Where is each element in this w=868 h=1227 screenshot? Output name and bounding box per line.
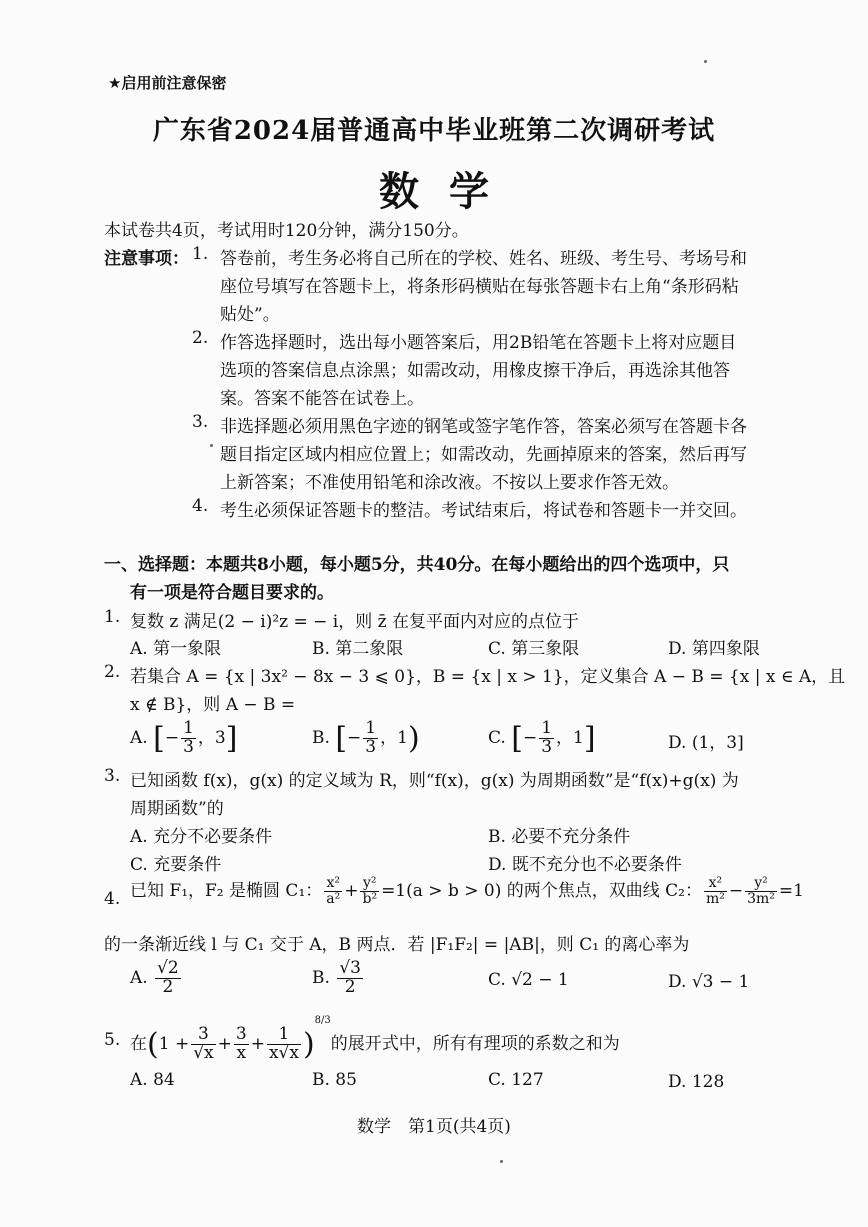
exam-title: 广东省2024届普通高中毕业班第二次调研考试 — [152, 116, 716, 146]
question-stem-cont: x ∉ B}，则 A − B = — [130, 695, 296, 715]
option-c: C. [− $\frac{1}{3}$ ，1] — [488, 718, 596, 757]
note-line: 上新答案；不准使用铅笔和涂改液。不按以上要求作答无效。 — [220, 473, 679, 493]
scan-speck — [500, 1160, 503, 1163]
note-number: 1. — [192, 244, 209, 264]
question-stem: 复数 z 满足(2 − i)²z = − i，则 z̄ 在复平面内对应的点位于 — [130, 612, 580, 632]
option-a: A. $\frac{√2}{2}$ — [130, 958, 179, 997]
option-b: B. 第二象限 — [312, 639, 404, 659]
note-number: 3. — [192, 412, 209, 432]
question-number: 3. — [104, 766, 121, 786]
scan-speck — [704, 60, 707, 63]
option-b: B. 85 — [312, 1070, 357, 1090]
note-line: 非选择题必须用黑色字迹的钢笔或签字笔作答，答案必须写在答题卡各 — [220, 417, 747, 437]
confidential-mark: ★启用前注意保密 — [108, 74, 227, 92]
question-stem: 若集合 A = {x | 3x² − 8x − 3 ⩽ 0}，B = {x | x > 1}，定义集合 A − B = {x | x ∈ A，且 — [130, 667, 846, 687]
scan-speck — [210, 444, 213, 447]
option-label: A. — [130, 727, 148, 748]
option-label: C. — [488, 727, 506, 748]
note-line: 考生必须保证答题卡的整洁。考试结束后，将试卷和答题卡一并交回。 — [220, 501, 747, 521]
notes-label: 注意事项： — [104, 249, 189, 269]
option-c: C. 127 — [488, 1070, 544, 1090]
note-number: 2. — [192, 328, 209, 348]
question-number: 2. — [104, 662, 121, 682]
option-b: B. [− $\frac{1}{3}$ ，1) — [312, 718, 420, 757]
page-footer: 数学 第1页(共4页) — [357, 1117, 511, 1137]
note-number: 4. — [192, 496, 209, 516]
option-c: C. 充要条件 — [130, 855, 222, 875]
option-label: B. — [312, 727, 330, 748]
option-label: A. — [130, 967, 148, 988]
option-a: A. [− $\frac{1}{3}$ ，3] — [130, 718, 238, 757]
option-d: D. (1，3] — [668, 733, 744, 753]
question-stem-cont: 周期函数”的 — [130, 799, 224, 819]
option-a: A. 充分不必要条件 — [130, 827, 273, 847]
note-line: 答卷前，考生务必将自己所在的学校、姓名、班级、考生号、考场号和 — [220, 249, 747, 269]
option-d: D. 第四象限 — [668, 639, 760, 659]
option-a: A. 84 — [130, 1070, 175, 1090]
option-b: B. $\frac{√3}{2}$ — [312, 958, 361, 997]
section-heading-cont: 有一项是符合题目要求的。 — [130, 583, 334, 603]
note-line: 选项的答案信息点涂黑；如需改动，用橡皮擦干净后，再选涂其他答 — [220, 361, 730, 381]
option-c: C. √2 − 1 — [488, 970, 569, 990]
note-line: 座位号填写在答题卡上，将条形码横贴在每张答题卡右上角“条形码粘 — [220, 277, 739, 297]
option-b: B. 必要不充分条件 — [488, 827, 631, 847]
option-d: D. √3 − 1 — [668, 972, 750, 992]
question-stem: 已知函数 f(x)，g(x) 的定义域为 R，则“f(x)，g(x) 为周期函数”是“f(x)+g(x) 为 — [130, 771, 739, 791]
option-label: B. — [312, 967, 330, 988]
exponent: 8/3 — [314, 1015, 331, 1026]
section-heading: 一、选择题：本题共8小题，每小题5分，共40分。在每小题给出的四个选项中，只 — [104, 555, 730, 575]
note-line: 题目指定区域内相应位置上；如需改动，先画掉原来的答案，然后再写 — [220, 445, 747, 465]
note-line: 案。答案不能答在试卷上。 — [220, 389, 424, 409]
question-stem-cont: 的一条渐近线 l 与 C₁ 交于 A，B 两点．若 |F₁F₂| = |AB|，则 C₁ 的离心率为 — [104, 935, 690, 955]
note-line: 贴处”。 — [220, 305, 280, 325]
option-d: D. 既不充分也不必要条件 — [488, 855, 682, 875]
question-stem: 在(1 + $\frac{3}{√x}$ + $\frac{3}{x}$ + $\frac{1}{x√x}$ )$^{8/3}$的展开式中，所有有理项的系数之和为 — [130, 1015, 620, 1063]
subject-title: 数学 — [379, 168, 519, 215]
question-number: 4. — [104, 889, 121, 909]
question-stem: 已知 F₁，F₂ 是椭圆 C₁： $\frac{\text{x²}}{\text{a²}}$ + $\frac{\text{y²}}{\text{b²}}$ =1(a > b > 0) 的两个焦点，双曲线 C₂： $\frac{\text{x²}}{\text{m²}}$ − $\frac{\text{y²}}{\text{3m²}}$ =1 — [130, 875, 804, 907]
option-a: A. 第一象限 — [130, 639, 222, 659]
question-number: 1. — [104, 607, 121, 627]
exam-intro: 本试卷共4页，考试用时120分钟，满分150分。 — [104, 221, 469, 241]
note-line: 作答选择题时，选出每小题答案后，用2B铅笔在答题卡上将对应题目 — [220, 333, 737, 353]
option-d: D. 128 — [668, 1072, 725, 1092]
option-c: C. 第三象限 — [488, 639, 580, 659]
question-number: 5. — [104, 1030, 121, 1050]
